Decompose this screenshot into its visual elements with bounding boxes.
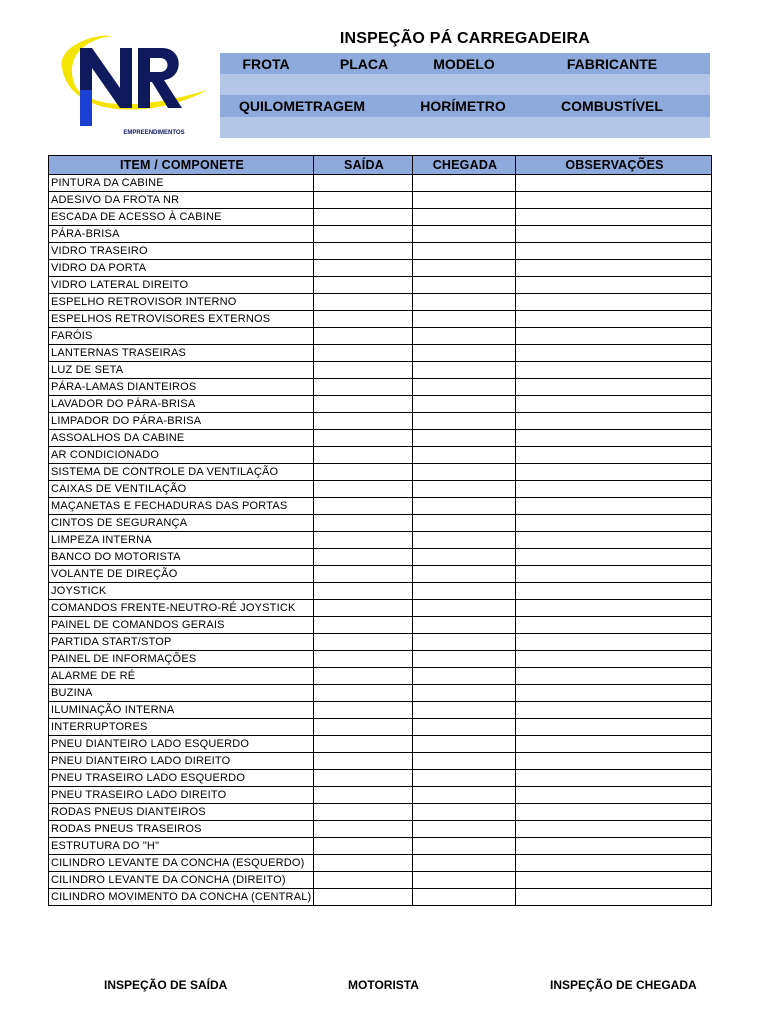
saida-cell[interactable] (314, 294, 413, 311)
saida-cell[interactable] (314, 532, 413, 549)
saida-cell[interactable] (314, 719, 413, 736)
saida-cell[interactable] (314, 770, 413, 787)
chegada-cell[interactable] (413, 260, 516, 277)
observacoes-cell[interactable] (516, 889, 712, 906)
saida-cell[interactable] (314, 430, 413, 447)
item-label: ADESIVO DA FROTA NR (49, 192, 314, 209)
header-combustivel: COMBUSTÍVEL (561, 98, 663, 114)
table-row (49, 464, 712, 481)
col-item: ITEM / COMPONETE (49, 156, 314, 175)
table-row (49, 583, 712, 600)
item-label: ESPELHOS RETROVISORES EXTERNOS (49, 311, 314, 328)
saida-cell[interactable] (314, 311, 413, 328)
item-label: VIDRO TRASEIRO (49, 243, 314, 260)
table-row (49, 345, 712, 362)
header-quilometragem: QUILOMETRAGEM (239, 98, 365, 114)
observacoes-cell[interactable] (516, 702, 712, 719)
header-input-row-2[interactable] (220, 117, 710, 138)
chegada-cell[interactable] (413, 311, 516, 328)
item-label: JOYSTICK (49, 583, 314, 600)
chegada-cell[interactable] (413, 447, 516, 464)
observacoes-cell[interactable] (516, 872, 712, 889)
checklist-table (48, 155, 712, 906)
item-label: FARÓIS (49, 328, 314, 345)
saida-cell[interactable] (314, 464, 413, 481)
item-label: ALARME DE RÉ (49, 668, 314, 685)
observacoes-cell[interactable] (516, 821, 712, 838)
signature-saida: INSPEÇÃO DE SAÍDA (104, 978, 228, 992)
header-fabricante: FABRICANTE (566, 55, 658, 72)
table-row (49, 770, 712, 787)
observacoes-cell[interactable] (516, 600, 712, 617)
table-row (49, 668, 712, 685)
item-label: ASSOALHOS DA CABINE (49, 430, 314, 447)
table-row (49, 787, 712, 804)
saida-cell[interactable] (314, 736, 413, 753)
col-saida: SAÍDA (314, 156, 413, 175)
table-row (49, 260, 712, 277)
item-label: BANCO DO MOTORISTA (49, 549, 314, 566)
table-row (49, 855, 712, 872)
table-row (49, 226, 712, 243)
chegada-cell[interactable] (413, 277, 516, 294)
saida-cell[interactable] (314, 277, 413, 294)
saida-cell[interactable] (314, 753, 413, 770)
observacoes-cell[interactable] (516, 192, 712, 209)
saida-cell[interactable] (314, 243, 413, 260)
item-label: CILINDRO LEVANTE DA CONCHA (DIREITO) (49, 872, 314, 889)
saida-cell[interactable] (314, 855, 413, 872)
chegada-cell[interactable] (413, 549, 516, 566)
item-label: PAINEL DE INFORMAÇÕES (49, 651, 314, 668)
header-placa: PLACA (339, 55, 389, 72)
table-row (49, 549, 712, 566)
saida-cell[interactable] (314, 617, 413, 634)
observacoes-cell[interactable] (516, 838, 712, 855)
chegada-cell[interactable] (413, 464, 516, 481)
observacoes-cell[interactable] (516, 396, 712, 413)
chegada-cell[interactable] (413, 685, 516, 702)
observacoes-cell[interactable] (516, 277, 712, 294)
item-label: SISTEMA DE CONTROLE DA VENTILAÇÃO (49, 464, 314, 481)
chegada-cell[interactable] (413, 498, 516, 515)
item-label: MAÇANETAS E FECHADURAS DAS PORTAS (49, 498, 314, 515)
table-row (49, 294, 712, 311)
header-row-1 (220, 53, 710, 74)
observacoes-cell[interactable] (516, 175, 712, 192)
table-row (49, 685, 712, 702)
chegada-cell[interactable] (413, 192, 516, 209)
chegada-cell[interactable] (413, 838, 516, 855)
item-label: AR CONDICIONADO (49, 447, 314, 464)
item-label: CAIXAS DE VENTILAÇÃO (49, 481, 314, 498)
saida-cell[interactable] (314, 209, 413, 226)
observacoes-cell[interactable] (516, 498, 712, 515)
table-row (49, 617, 712, 634)
chegada-cell[interactable] (413, 175, 516, 192)
table-row (49, 311, 712, 328)
saida-cell[interactable] (314, 651, 413, 668)
table-row (49, 736, 712, 753)
table-row (49, 396, 712, 413)
observacoes-cell[interactable] (516, 532, 712, 549)
chegada-cell[interactable] (413, 396, 516, 413)
item-label: PNEU DIANTEIRO LADO DIREITO (49, 753, 314, 770)
observacoes-cell[interactable] (516, 804, 712, 821)
header-horimetro: HORÍMETRO (420, 98, 506, 114)
chegada-cell[interactable] (413, 617, 516, 634)
saida-cell[interactable] (314, 396, 413, 413)
observacoes-cell[interactable] (516, 634, 712, 651)
saida-cell[interactable] (314, 481, 413, 498)
table-row (49, 430, 712, 447)
chegada-cell[interactable] (413, 362, 516, 379)
saida-cell[interactable] (314, 787, 413, 804)
table-row (49, 175, 712, 192)
item-label: ILUMINAÇÃO INTERNA (49, 702, 314, 719)
chegada-cell[interactable] (413, 855, 516, 872)
observacoes-cell[interactable] (516, 243, 712, 260)
header-modelo: MODELO (433, 55, 495, 72)
chegada-cell[interactable] (413, 651, 516, 668)
saida-cell[interactable] (314, 804, 413, 821)
table-row (49, 481, 712, 498)
observacoes-cell[interactable] (516, 719, 712, 736)
observacoes-cell[interactable] (516, 430, 712, 447)
observacoes-cell[interactable] (516, 549, 712, 566)
item-label: CILINDRO LEVANTE DA CONCHA (ESQUERDO) (49, 855, 314, 872)
item-label: CILINDRO MOVIMENTO DA CONCHA (CENTRAL) (49, 889, 314, 906)
item-label: PNEU TRASEIRO LADO ESQUERDO (49, 770, 314, 787)
chegada-cell[interactable] (413, 770, 516, 787)
saida-cell[interactable] (314, 226, 413, 243)
logo-subtext: EMPREENDIMENTOS (123, 130, 185, 136)
saida-cell[interactable] (314, 515, 413, 532)
observacoes-cell[interactable] (516, 515, 712, 532)
saida-cell[interactable] (314, 821, 413, 838)
saida-cell[interactable] (314, 192, 413, 209)
table-row (49, 532, 712, 549)
item-label: VIDRO DA PORTA (49, 260, 314, 277)
chegada-cell[interactable] (413, 243, 516, 260)
table-row (49, 634, 712, 651)
chegada-cell[interactable] (413, 481, 516, 498)
saida-cell[interactable] (314, 566, 413, 583)
table-row (49, 192, 712, 209)
table-row (49, 804, 712, 821)
observacoes-cell[interactable] (516, 226, 712, 243)
observacoes-cell[interactable] (516, 668, 712, 685)
observacoes-cell[interactable] (516, 583, 712, 600)
chegada-cell[interactable] (413, 413, 516, 430)
item-label: RODAS PNEUS TRASEIROS (49, 821, 314, 838)
chegada-cell[interactable] (413, 804, 516, 821)
observacoes-cell[interactable] (516, 651, 712, 668)
item-label: RODAS PNEUS DIANTEIROS (49, 804, 314, 821)
item-label: PINTURA DA CABINE (49, 175, 314, 192)
observacoes-cell[interactable] (516, 617, 712, 634)
observacoes-cell[interactable] (516, 787, 712, 804)
observacoes-cell[interactable] (516, 566, 712, 583)
item-label: BUZINA (49, 685, 314, 702)
observacoes-cell[interactable] (516, 413, 712, 430)
table-row (49, 651, 712, 668)
item-label: LANTERNAS TRASEIRAS (49, 345, 314, 362)
observacoes-cell[interactable] (516, 447, 712, 464)
table-row (49, 753, 712, 770)
col-chegada: CHEGADA (413, 156, 516, 175)
observacoes-cell[interactable] (516, 362, 712, 379)
item-label: PÁRA-LAMAS DIANTEIROS (49, 379, 314, 396)
saida-cell[interactable] (314, 447, 413, 464)
chegada-cell[interactable] (413, 430, 516, 447)
chegada-cell[interactable] (413, 872, 516, 889)
chegada-cell[interactable] (413, 379, 516, 396)
item-label: LAVADOR DO PÁRA-BRISA (49, 396, 314, 413)
observacoes-cell[interactable] (516, 311, 712, 328)
chegada-cell[interactable] (413, 600, 516, 617)
observacoes-cell[interactable] (516, 855, 712, 872)
saida-cell[interactable] (314, 260, 413, 277)
table-row (49, 872, 712, 889)
table-row (49, 413, 712, 430)
item-label: PÁRA-BRISA (49, 226, 314, 243)
saida-cell[interactable] (314, 889, 413, 906)
header-input-row-1[interactable] (220, 74, 710, 95)
table-row (49, 821, 712, 838)
table-row (49, 600, 712, 617)
item-label: ESCADA DE ACESSO À CABINE (49, 209, 314, 226)
signature-motorista: MOTORISTA (348, 978, 419, 992)
chegada-cell[interactable] (413, 566, 516, 583)
observacoes-cell[interactable] (516, 481, 712, 498)
item-label: COMANDOS FRENTE-NEUTRO-RÉ JOYSTICK (49, 600, 314, 617)
header-row-2 (220, 95, 710, 117)
chegada-cell[interactable] (413, 345, 516, 362)
chegada-cell[interactable] (413, 702, 516, 719)
saida-cell[interactable] (314, 498, 413, 515)
observacoes-cell[interactable] (516, 464, 712, 481)
saida-cell[interactable] (314, 549, 413, 566)
item-label: PAINEL DE COMANDOS GERAIS (49, 617, 314, 634)
item-label: LIMPADOR DO PÁRA-BRISA (49, 413, 314, 430)
item-label: PARTIDA START/STOP (49, 634, 314, 651)
saida-cell[interactable] (314, 413, 413, 430)
saida-cell[interactable] (314, 634, 413, 651)
observacoes-cell[interactable] (516, 685, 712, 702)
table-row (49, 277, 712, 294)
saida-cell[interactable] (314, 345, 413, 362)
observacoes-cell[interactable] (516, 328, 712, 345)
saida-cell[interactable] (314, 175, 413, 192)
chegada-cell[interactable] (413, 634, 516, 651)
signature-chegada: INSPEÇÃO DE CHEGADA (550, 978, 697, 992)
table-row (49, 889, 712, 906)
table-row (49, 362, 712, 379)
table-row (49, 379, 712, 396)
table-row (49, 498, 712, 515)
item-label: PNEU TRASEIRO LADO DIREITO (49, 787, 314, 804)
saida-cell[interactable] (314, 328, 413, 345)
chegada-cell[interactable] (413, 515, 516, 532)
table-row (49, 243, 712, 260)
item-label: ESTRUTURA DO "H" (49, 838, 314, 855)
item-label: VIDRO LATERAL DIREITO (49, 277, 314, 294)
table-row (49, 838, 712, 855)
observacoes-cell[interactable] (516, 260, 712, 277)
col-observacoes: OBSERVAÇÕES (516, 156, 712, 175)
page-title: INSPEÇÃO PÁ CARREGADEIRA (339, 30, 591, 47)
saida-cell[interactable] (314, 685, 413, 702)
chegada-cell[interactable] (413, 753, 516, 770)
chegada-cell[interactable] (413, 209, 516, 226)
observacoes-cell[interactable] (516, 209, 712, 226)
saida-cell[interactable] (314, 583, 413, 600)
saida-cell[interactable] (314, 379, 413, 396)
table-row (49, 515, 712, 532)
observacoes-cell[interactable] (516, 345, 712, 362)
observacoes-cell[interactable] (516, 770, 712, 787)
item-label: ESPELHO RETROVISOR INTERNO (49, 294, 314, 311)
table-row (49, 328, 712, 345)
table-header-row (49, 156, 712, 175)
chegada-cell[interactable] (413, 821, 516, 838)
item-label: PNEU DIANTEIRO LADO ESQUERDO (49, 736, 314, 753)
item-label: INTERRUPTORES (49, 719, 314, 736)
chegada-cell[interactable] (413, 294, 516, 311)
observacoes-cell[interactable] (516, 379, 712, 396)
saida-cell[interactable] (314, 362, 413, 379)
header-frota: FROTA (242, 55, 290, 72)
chegada-cell[interactable] (413, 668, 516, 685)
nr-logo (52, 28, 212, 140)
item-label: CINTOS DE SEGURANÇA (49, 515, 314, 532)
chegada-cell[interactable] (413, 226, 516, 243)
chegada-cell[interactable] (413, 787, 516, 804)
item-label: VOLANTE DE DIREÇÃO (49, 566, 314, 583)
saida-cell[interactable] (314, 702, 413, 719)
observacoes-cell[interactable] (516, 736, 712, 753)
table-row (49, 209, 712, 226)
chegada-cell[interactable] (413, 889, 516, 906)
saida-cell[interactable] (314, 838, 413, 855)
chegada-cell[interactable] (413, 328, 516, 345)
saida-cell[interactable] (314, 668, 413, 685)
chegada-cell[interactable] (413, 583, 516, 600)
chegada-cell[interactable] (413, 736, 516, 753)
table-row (49, 702, 712, 719)
item-label: LIMPEZA INTERNA (49, 532, 314, 549)
saida-cell[interactable] (314, 872, 413, 889)
observacoes-cell[interactable] (516, 294, 712, 311)
chegada-cell[interactable] (413, 532, 516, 549)
table-row (49, 719, 712, 736)
item-label: LUZ DE SETA (49, 362, 314, 379)
table-row (49, 566, 712, 583)
table-row (49, 447, 712, 464)
chegada-cell[interactable] (413, 719, 516, 736)
saida-cell[interactable] (314, 600, 413, 617)
observacoes-cell[interactable] (516, 753, 712, 770)
